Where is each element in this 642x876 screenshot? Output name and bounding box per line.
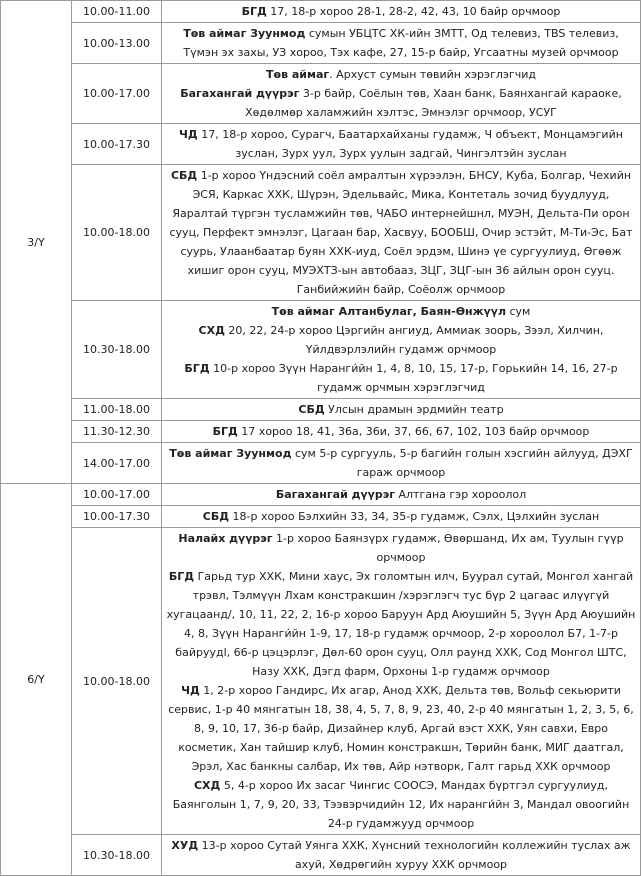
- description-line: [165, 507, 637, 526]
- location-text: Алтгана гэр хороолол: [394, 488, 527, 501]
- location-text: 3-р байр, Соёлын төв, Хаан банк, Баянхангай караоке, Хөдөлмөр халамжийн хэлтэс, Эмнэлэг орчмоор, УСУГ: [245, 87, 622, 119]
- description-cell: [162, 443, 641, 484]
- table-row: [1, 835, 641, 876]
- district-label: Төв аймаг Зуунмод: [169, 447, 292, 460]
- day-cell: 3/Ү: [1, 1, 72, 484]
- description-line: [165, 776, 637, 833]
- location-text: сум 5-р сургууль, 5-р багийн голын хэсгийн айлууд, ДЭХГ гараж орчмоор: [291, 447, 633, 479]
- description-line: [165, 125, 637, 163]
- table-row: [1, 506, 641, 528]
- description-cell: [162, 528, 641, 835]
- table-row: [1, 421, 641, 443]
- description-line: [165, 302, 637, 321]
- location-text: Улсын драмын эрдмийн театр: [324, 403, 504, 416]
- description-line: [165, 681, 637, 776]
- location-text: 13-р хороо Сутай Уянга ХХК, Хүнсний технологийн коллежийн туслах аж ахуй, Хөдрөгийн хуруу ХХК орчмоор: [198, 839, 631, 871]
- time-cell: 14.00-17.00: [72, 443, 162, 484]
- description-line: [165, 567, 637, 681]
- table-row: [1, 124, 641, 165]
- description-cell: [162, 64, 641, 124]
- district-label: Төв аймаг: [266, 68, 330, 81]
- district-label: СХД: [193, 779, 221, 792]
- time-cell: 11.00-18.00: [72, 399, 162, 421]
- time-cell: 10.00-13.00: [72, 23, 162, 64]
- location-text: сумын УБЦТС ХК-ийн ЗМТТ, Од телевиз, TBS телевиз, Түмэн эх захы, УЗ хороо, Тэх кафе, 27, 15-р байр, Угсаатны музей орчмоор: [183, 27, 619, 59]
- description-line: [165, 24, 637, 62]
- location-text: 1, 2-р хороо Гандирс, Их агар, Анод ХХК, Дельта төв, Вольф секьюрити сервис, 1-р 40 мянгатын 18, 38, 4, 5, 7, 8, 9, 23, 40, 2-р 40 мянгатын 1, 2, 3, 5, 6, 8, 9, 10, 17, 36-р байр, Дизайнер клуб, Аргай вэст ХХК, Уян савхи, Евро косметик, Хан тайшир клуб, Номин констракшн, Төрийн банк, МИГ даатгал, Эрэл, Хас банкны салбар, Их төв, Айр нэтворк, Галт гарьд ХХК орчмоор: [168, 684, 634, 773]
- description-cell: [162, 421, 641, 443]
- district-label: СБД: [298, 403, 325, 416]
- table-row: [1, 23, 641, 64]
- location-text: 17, 18-р хороо, Сурагч, Баатархайханы гудамж, Ч объект, Монцамэгийн зуслан, Зурх уул, Зурх уулын задгай, Чингэлтэйн зуслан: [197, 128, 623, 160]
- description-cell: [162, 124, 641, 165]
- description-line: [165, 2, 637, 21]
- time-cell: 10.30-18.00: [72, 301, 162, 399]
- time-cell: 10.00-17.30: [72, 124, 162, 165]
- description-line: [165, 422, 637, 441]
- location-text: 5, 4-р хороо Их засаг Чингис СООСЭ, Мандах бүртгэл сургуулиуд, Баянголын 1, 7, 9, 20, 33, Тээвэрчидийн 12, Их наранги́йн 3, Мандал овоогийн 24-р гудамжууд орчмоор: [172, 779, 630, 830]
- time-cell: 11.30-12.30: [72, 421, 162, 443]
- location-text: 17 хороо 18, 41, 36а, 36и, 37, 66, 67, 102, 103 байр орчмоор: [237, 425, 590, 438]
- description-line: [165, 166, 637, 299]
- table-row: [1, 399, 641, 421]
- location-text: 20, 22, 24-р хороо Цэргийн ангиуд, Аммиак зоорь, Зээл, Хилчин, Үйлдвэрлэлийн гудамж орчмоор: [224, 324, 604, 356]
- schedule-body: [1, 1, 641, 876]
- table-row: [1, 64, 641, 124]
- description-cell: [162, 1, 641, 23]
- time-cell: 10.00-11.00: [72, 1, 162, 23]
- description-line: [165, 836, 637, 874]
- description-line: [165, 65, 637, 84]
- district-label: СХД: [198, 324, 225, 337]
- district-label: Төв аймаг Зуунмод: [183, 27, 306, 40]
- table-row: [1, 301, 641, 399]
- district-label: СБД: [202, 510, 230, 523]
- description-line: [165, 400, 637, 419]
- district-label: БГД: [212, 425, 238, 438]
- table-row: [1, 1, 641, 23]
- location-text: . Архуст сумын төвийн хэрэглэгчид: [329, 68, 536, 81]
- location-text: Гарьд тур ХХК, Мини хаус, Эх голомтын илч, Буурал сутай, Монгол хангай трэвл, Тэлмүүн Лхам констракшин /хэрэглэгч тус бүр 2 цагаас илүүгүй хугацаанд/, 10, 11, 22, 2, 16-р хороо Баруун Ард Аюушийн 5, Зүүн Ард Аюушийн 4, 8, Зүүн Наранги́йн 1-9, 17, 18-р гудамж орчмоор, 2-р хороолол Б7, 1-7-р байруудl, 66-р цэцэрлэг, Дөл-60 орон сууц, Олл раунд ХХК, Сод Монгол ШТС, Назу ХХК, Дэгд фарм, Орхоны 1-р гудамж орчмоор: [166, 570, 636, 678]
- district-label: Налайх дүүрэг: [178, 532, 273, 545]
- description-cell: [162, 301, 641, 399]
- description-line: [165, 84, 637, 122]
- day-cell: 6/Ү: [1, 484, 72, 876]
- description-line: [165, 359, 637, 397]
- district-label: ЧД: [181, 684, 200, 697]
- district-label: БГД: [184, 362, 210, 375]
- location-text: 1-р хороо Үндэсний соёл амралтын хүрээлэн, БНСУ, Куба, Болгар, Чехийн ЭСЯ, Каркас ХХК, Шүрэн, Эдельвайс, Мика, Контеталь зочид буудлууд, Яаралтай түргэн тусламжийн төв, ЧАБО интернейшнл, МУЭН, Дельта-Пи орон сууц, Перфект эмнэлэг, Цагаан бар, Хасвуу, БООБШ, Очир эстэйт, М-Ти-Эс, Бат суурь, Улаанбаатар буян ХХК-иуд, Соёл эрдэм, Шинэ үе сургуулиуд, Өгөөж хишиг орон сууц, МУЭХТЗ-ын автобааз, ЗЦГ, ЗЦГ-ын 36 айлын орон сууц. Ганбийжийн байр, Соёолж орчмоор: [169, 169, 633, 296]
- description-cell: [162, 165, 641, 301]
- district-label: Багахангай дүүрэг: [275, 488, 395, 501]
- district-label: БГД: [241, 5, 267, 18]
- district-label: ХУД: [171, 839, 199, 852]
- time-cell: 10.30-18.00: [72, 835, 162, 876]
- district-label: Төв аймаг Алтанбулаг, Баян-Өнжүүл: [271, 305, 506, 318]
- location-text: 1-р хороо Баянзүрх гудамж, Өвөршанд, Их ам, Туулын гүүр орчмоор: [272, 532, 624, 564]
- description-cell: [162, 23, 641, 64]
- table-row: [1, 484, 641, 506]
- description-cell: [162, 506, 641, 528]
- time-cell: 10.00-18.00: [72, 528, 162, 835]
- description-line: [165, 444, 637, 482]
- district-label: СБД: [170, 169, 198, 182]
- description-cell: [162, 484, 641, 506]
- table-row: [1, 165, 641, 301]
- table-row: [1, 443, 641, 484]
- district-label: БГД: [168, 570, 195, 583]
- location-text: 10-р хороо Зүүн Наранги́йн 1, 4, 8, 10, 15, 17-р, Горькийн 14, 16, 27-р гудамж орчмын хэрэглэгчид: [209, 362, 618, 394]
- table-row: [1, 528, 641, 835]
- time-cell: 10.00-18.00: [72, 165, 162, 301]
- district-label: ЧД: [179, 128, 198, 141]
- description-cell: [162, 399, 641, 421]
- location-text: сум: [506, 305, 531, 318]
- description-line: [165, 529, 637, 567]
- location-text: 18-р хороо Бэлхийн 33, 34, 35-р гудамж, Сэлх, Цэлхийн зуслан: [229, 510, 600, 523]
- description-line: [165, 321, 637, 359]
- time-cell: 10.00-17.00: [72, 484, 162, 506]
- location-text: 17, 18-р хороо 28-1, 28-2, 42, 43, 10 байр орчмоор: [266, 5, 561, 18]
- description-cell: [162, 835, 641, 876]
- time-cell: 10.00-17.30: [72, 506, 162, 528]
- time-cell: 10.00-17.00: [72, 64, 162, 124]
- description-line: [165, 485, 637, 504]
- district-label: Багахангай дүүрэг: [180, 87, 300, 100]
